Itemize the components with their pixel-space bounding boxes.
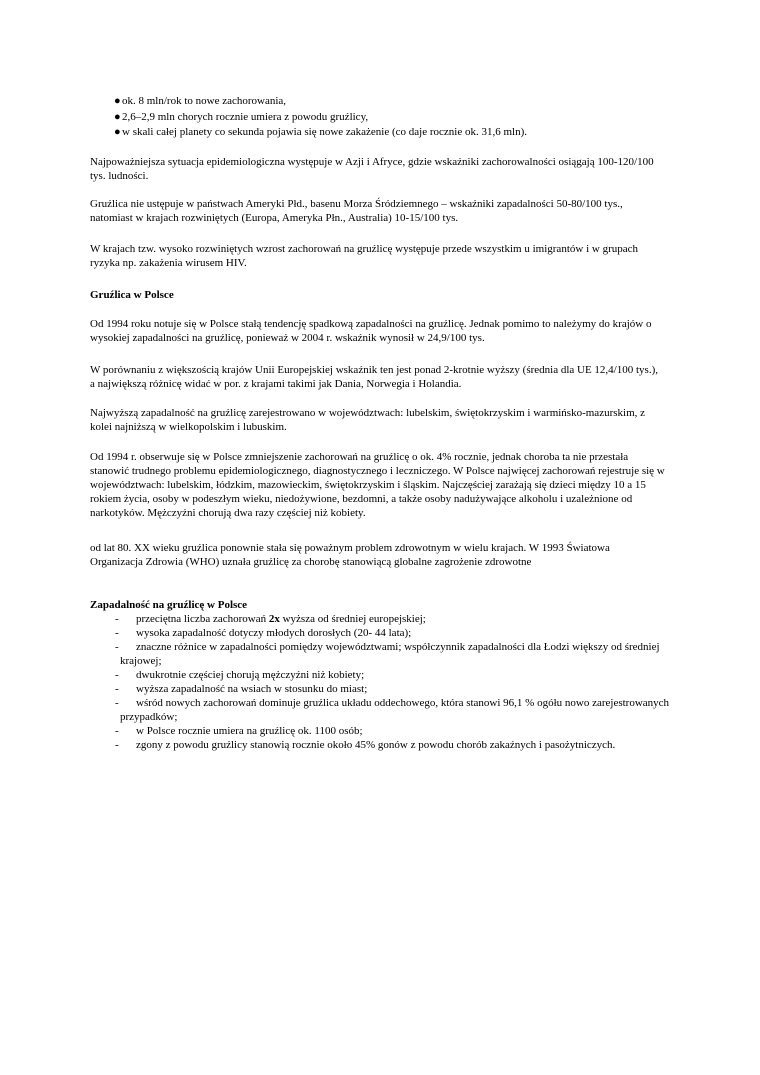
- section-heading-incidence: Zapadalność na gruźlicę w Polsce: [90, 599, 248, 611]
- list-item: ● 2,6–2,9 mln chorych rocznie umiera z powodu gruźlicy,: [114, 110, 369, 123]
- paragraph-eu-comparison: W porównaniu z większością krajów Unii Europejskiej wskaźnik ten jest ponad 2-krotnie wyższy (średnia dla UE 12,4/100 tys.), a największą różnicę widać w por. z krajami takimi jak Dania, Norwegia i Holandia.: [90, 364, 658, 390]
- list-item: ● w skali całej planety co sekunda pojawia się nowe zakażenie (co daje rocznie ok. 31,6 mln).: [114, 126, 528, 138]
- dash-icon: -: [115, 627, 119, 639]
- list-item: - wyższa zapadalność na wsiach w stosunku do miast;: [115, 683, 368, 695]
- list-item: - wysoka zapadalność dotyczy młodych dorosłych (20- 44 lata);: [115, 627, 412, 639]
- paragraph-developed-countries: W krajach tzw. wysoko rozwiniętych wzrost zachorowań na gruźlicę występuje przede wszystkim u imigrantów i w grupach ryzyka np. zakażenia wirusem HIV.: [90, 243, 638, 269]
- list-item: - znaczne różnice w zapadalności pomiędzy województwami; współczynnik zapadalności dla Łodzi większy od średniej krajowej;: [115, 641, 660, 667]
- paragraph-voivodeships: Najwyższą zapadalność na gruźlicę zarejestrowano w województwach: lubelskim, świętokrzyskim i warmińsko-mazurskim, z kolei najniższą w wielkopolskim i lubuskim.: [90, 407, 646, 433]
- dash-icon: -: [115, 725, 119, 737]
- list-item: - wśród nowych zachorowań dominuje gruźlica układu oddechowego, która stanowi 96,1 % ogółu nowo zarejestrowanych przypadków;: [115, 697, 670, 723]
- intro-bullet-list: [90, 94, 690, 141]
- bullet-icon: ●: [114, 126, 121, 138]
- list-item: - zgony z powodu gruźlicy stanowią rocznie około 45% gonów z powodu chorób zakaźnych i pasożytniczych.: [115, 739, 616, 751]
- list-item: ● ok. 8 mln/rok to nowe zachorowania,: [114, 95, 287, 107]
- dash-icon: -: [115, 669, 119, 681]
- paragraph-who: od lat 80. XX wieku gruźlica ponownie stała się poważnym problem zdrowotnym w wielu krajach. W 1993 Światowa Organizacja Zdrowia (WHO) uznała gruźlicę za chorobę stanowiącą globalne zagrożenie zdrowotne: [90, 542, 610, 568]
- bullet-icon: ●: [114, 110, 121, 123]
- bullet-icon: ●: [114, 95, 121, 107]
- paragraph-asia-africa: Najpoważniejsza sytuacja epidemiologiczna występuje w Azji i Afryce, gdzie wskaźniki zachorowalności osiągają 100-120/100 tys. ludności.: [90, 156, 654, 182]
- dash-icon: -: [115, 613, 119, 625]
- list-item: - w Polsce rocznie umiera na gruźlicę ok. 1100 osób;: [115, 725, 363, 737]
- section-heading-tb-poland: Gruźlica w Polsce: [90, 289, 174, 301]
- dash-icon: -: [115, 641, 119, 653]
- dash-icon: -: [115, 683, 119, 695]
- paragraph-americas-europe: Gruźlica nie ustępuje w państwach Ameryki Płd., basenu Morza Śródziemnego – wskaźniki zapadalności 50-80/100 tys., natomiast w krajach rozwiniętych (Europa, Ameryka Płn., Australia) 10-15/100 tys.: [90, 198, 623, 224]
- list-item: - dwukrotnie częściej chorują mężczyźni niż kobiety;: [115, 669, 365, 681]
- dash-icon: -: [115, 697, 119, 709]
- paragraph-trend-since-1994: Od 1994 roku notuje się w Polsce stałą tendencję spadkową zapadalności na gruźlicę. Jednak pomimo to należymy do krajów o wysokiej zapadalności na gruźlicę, ponieważ w 2004 r. wskaźnik wynosił w 24,9/100 tys.: [90, 318, 652, 344]
- list-item: - przeciętna liczba zachorowań 2x wyższa od średniej europejskiej;: [115, 613, 426, 625]
- incidence-list: [90, 612, 670, 752]
- paragraph-risk-groups: Od 1994 r. obserwuje się w Polsce zmniejszenie zachorowań na gruźlicę o ok. 4% rocznie, jednak choroba ta nie przestała stanowić trudnego problemu epidemiologicznego, diagnostycznego i leczniczego. W Polsce najwięcej zachorowań rejestruje się w województwach: lubelskim, łódzkim, mazowieckim, świętokrzyskim i śląskim. Najczęściej zarażają się dzieci między 10 a 15 rokiem życia, osoby w podeszłym wieku, niedożywione, bezdomni, a także osoby nadużywające alkoholu i uzależnione od narkotyków. Mężczyźni chorują dwa razy częściej niż kobiety.: [90, 451, 665, 519]
- dash-icon: -: [115, 739, 119, 751]
